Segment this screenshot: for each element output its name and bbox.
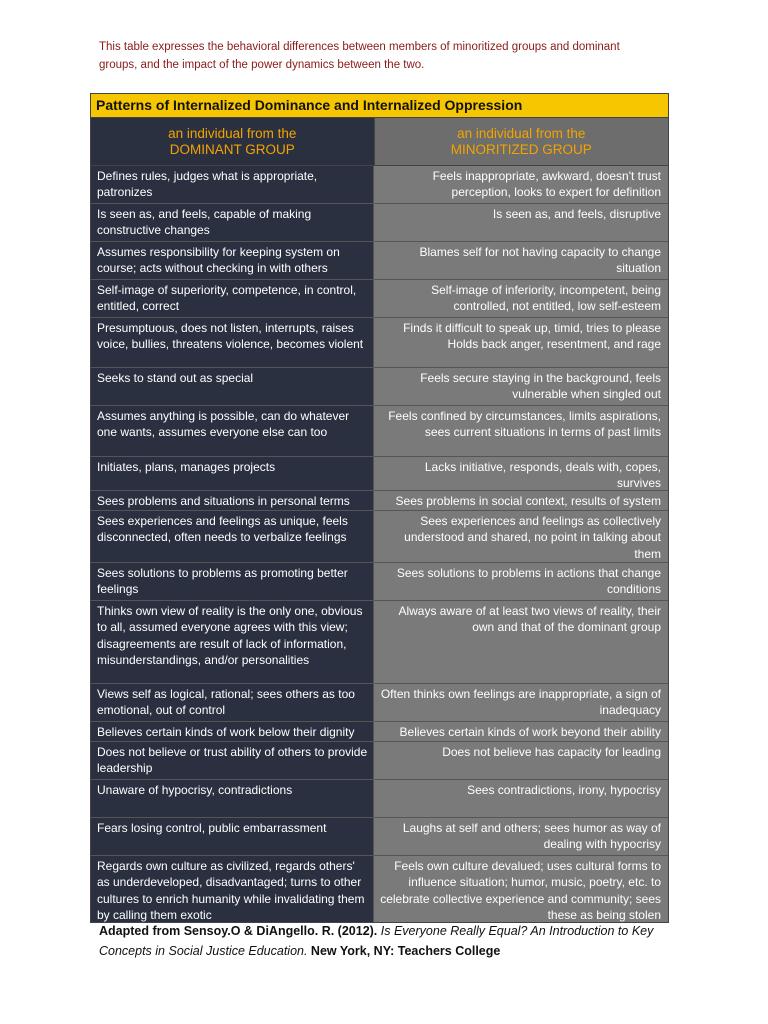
- table-row: [91, 280, 668, 318]
- patterns-table: [90, 93, 669, 923]
- dominant-cell: Assumes anything is possible, can do whatever one wants, assumes everyone else can too: [91, 406, 374, 456]
- header-minoritized-line1: an individual from the: [457, 125, 586, 141]
- intro-text: This table expresses the behavioral differences between members of minoritized groups and dominant groups, and the impact of the power dynamics between the two.: [99, 41, 620, 71]
- minoritized-cell: Sees contradictions, irony, hypocrisy: [374, 780, 668, 817]
- minoritized-cell: Feels confined by circumstances, limits aspirations, sees current situations in terms of past limits: [374, 406, 668, 456]
- table-row: [91, 511, 668, 563]
- table-row: [91, 368, 668, 406]
- minoritized-cell: Believes certain kinds of work beyond their ability: [374, 722, 668, 741]
- table-row: [91, 780, 668, 818]
- citation-authors: Adapted from Sensoy.O & DiAngello. R. (2012).: [99, 924, 381, 938]
- table-row: [91, 204, 668, 242]
- dominant-cell: Regards own culture as civilized, regards others' as underdeveloped, disadvantaged; turns to other cultures to enrich humanity while invalidating them by calling them exotic: [91, 856, 374, 922]
- minoritized-cell: Sees experiences and feelings as collectively understood and shared, no point in talking about them: [374, 511, 668, 562]
- minoritized-cell: Feels own culture devalued; uses cultural forms to influence situation; humor, music, poetry, etc. to celebrate collective experience and community; sees these as being stolen: [374, 856, 668, 922]
- table-row: [91, 563, 668, 601]
- table-title: Patterns of Internalized Dominance and Internalized Oppression: [91, 94, 668, 118]
- table-row: [91, 722, 668, 742]
- header-dominant-line2: DOMINANT GROUP: [169, 141, 295, 157]
- dominant-cell: Self-image of superiority, competence, in control, entitled, correct: [91, 280, 374, 317]
- minoritized-cell: Is seen as, and feels, disruptive: [374, 204, 668, 241]
- table-row: [91, 406, 668, 457]
- dominant-cell: Defines rules, judges what is appropriate, patronizes: [91, 166, 374, 203]
- dominant-cell: Sees solutions to problems as promoting better feelings: [91, 563, 374, 600]
- dominant-cell: Thinks own view of reality is the only one, obvious to all, assumed everyone agrees with this view; disagreements are result of lack of information, misunderstandings, and/or personalities: [91, 601, 374, 683]
- dominant-cell: Is seen as, and feels, capable of making constructive changes: [91, 204, 374, 241]
- header-dominant: [91, 118, 375, 165]
- dominant-cell: Does not believe or trust ability of others to provide leadership: [91, 742, 374, 779]
- header-minoritized: [375, 118, 668, 165]
- dominant-cell: Sees problems and situations in personal terms: [91, 491, 374, 510]
- dominant-cell: Assumes responsibility for keeping system on course; acts without checking in with others: [91, 242, 374, 279]
- table-row: [91, 684, 668, 722]
- minoritized-cell: Finds it difficult to speak up, timid, tries to please Holds back anger, resentment, and rage: [374, 318, 668, 367]
- minoritized-cell: Often thinks own feelings are inappropriate, a sign of inadequacy: [374, 684, 668, 721]
- dominant-cell: Views self as logical, rational; sees others as too emotional, out of control: [91, 684, 374, 721]
- header-minoritized-line2: MINORITIZED GROUP: [450, 141, 592, 157]
- dominant-cell: Sees experiences and feelings as unique, feels disconnected, often needs to verbalize feelings: [91, 511, 374, 562]
- dominant-cell: Presumptuous, does not listen, interrupts, raises voice, bullies, threatens violence, becomes violent: [91, 318, 374, 367]
- table-body: [91, 166, 668, 922]
- citation-publisher: New York, NY: Teachers College: [307, 944, 501, 958]
- table-row: [91, 166, 668, 204]
- table-row: [91, 601, 668, 684]
- table-header: [91, 118, 668, 166]
- table-row: [91, 457, 668, 491]
- citation-title: Is Everyone Really Equal? An Introduction to Key Concepts in Social Justice Education.: [99, 924, 654, 958]
- minoritized-cell: Sees solutions to problems in actions that change conditions: [374, 563, 668, 600]
- minoritized-cell: Does not believe has capacity for leading: [374, 742, 668, 779]
- table-row: [91, 318, 668, 368]
- minoritized-cell: Feels secure staying in the background, feels vulnerable when singled out: [374, 368, 668, 405]
- minoritized-cell: Lacks initiative, responds, deals with, copes, survives: [374, 457, 668, 490]
- dominant-cell: Initiates, plans, manages projects: [91, 457, 374, 490]
- minoritized-cell: Always aware of at least two views of reality, their own and that of the dominant group: [374, 601, 668, 683]
- table-row: [91, 242, 668, 280]
- minoritized-cell: Blames self for not having capacity to change situation: [374, 242, 668, 279]
- dominant-cell: Believes certain kinds of work below their dignity: [91, 722, 374, 741]
- minoritized-cell: Self-image of inferiority, incompetent, being controlled, not entitled, low self-esteem: [374, 280, 668, 317]
- citation: [99, 921, 669, 961]
- dominant-cell: Seeks to stand out as special: [91, 368, 374, 405]
- dominant-cell: Unaware of hypocrisy, contradictions: [91, 780, 374, 817]
- dominant-cell: Fears losing control, public embarrassment: [91, 818, 374, 855]
- minoritized-cell: Feels inappropriate, awkward, doesn't trust perception, looks to expert for definition: [374, 166, 668, 203]
- table-row: [91, 856, 668, 922]
- table-row: [91, 742, 668, 780]
- table-row: [91, 818, 668, 856]
- minoritized-cell: Sees problems in social context, results of system: [374, 491, 668, 510]
- header-dominant-line1: an individual from the: [168, 125, 297, 141]
- minoritized-cell: Laughs at self and others; sees humor as way of dealing with hypocrisy: [374, 818, 668, 855]
- table-row: [91, 491, 668, 511]
